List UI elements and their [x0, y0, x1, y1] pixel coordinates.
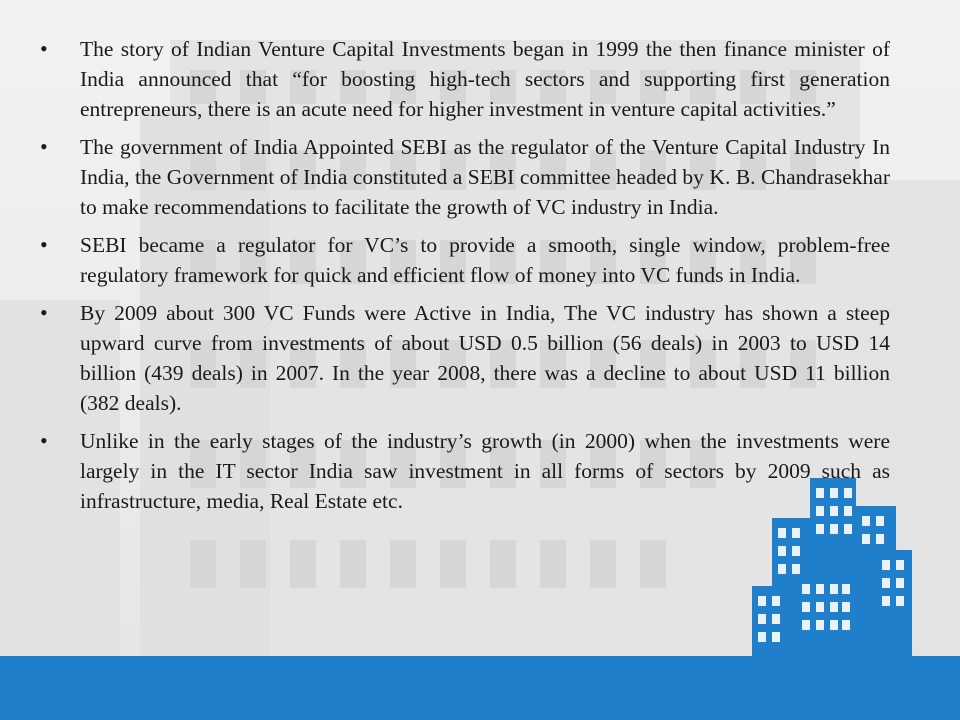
bullet-text: The story of Indian Venture Capital Investments began in 1999 the then finance minister of India announced that “for boosting high-tech sectors and supporting first generation entrepreneurs, there is an acute need for higher investment in venture capital activities.” [80, 37, 890, 121]
bullet-mark: • [40, 36, 48, 61]
bullet-mark: • [40, 300, 48, 325]
bullet-item-3 [36, 230, 890, 290]
bullet-item-5 [36, 426, 890, 516]
bullet-text: The government of India Appointed SEBI as the regulator of the Venture Capital Industry In India, the Government of India constituted a SEBI committee headed by K. B. Chandrasekhar to make recommendations to facilitate the growth of VC industry in India. [80, 135, 890, 219]
bullet-text: Unlike in the early stages of the industry’s growth (in 2000) when the investments were largely in the IT sector India saw investment in all forms of sectors by 2009 such as infrastructure, media, Real Estate etc. [80, 429, 890, 513]
bullet-list [36, 34, 890, 524]
bullet-item-4 [36, 298, 890, 418]
bullet-mark: • [40, 428, 48, 453]
bullet-item-1 [36, 34, 890, 124]
bullet-text: By 2009 about 300 VC Funds were Active in India, The VC industry has shown a steep upward curve from investments of about USD 0.5 billion (56 deals) in 2003 to USD 14 billion (439 deals) in 2007. In the year 2008, there was a decline to about USD 11 billion (382 deals). [80, 301, 890, 415]
bullet-mark: • [40, 232, 48, 257]
bullet-mark: • [40, 134, 48, 159]
bullet-item-2 [36, 132, 890, 222]
bullet-text: SEBI became a regulator for VC’s to provide a smooth, single window, problem-free regulatory framework for quick and efficient flow of money into VC funds in India. [80, 233, 890, 287]
footer-band [0, 656, 960, 720]
